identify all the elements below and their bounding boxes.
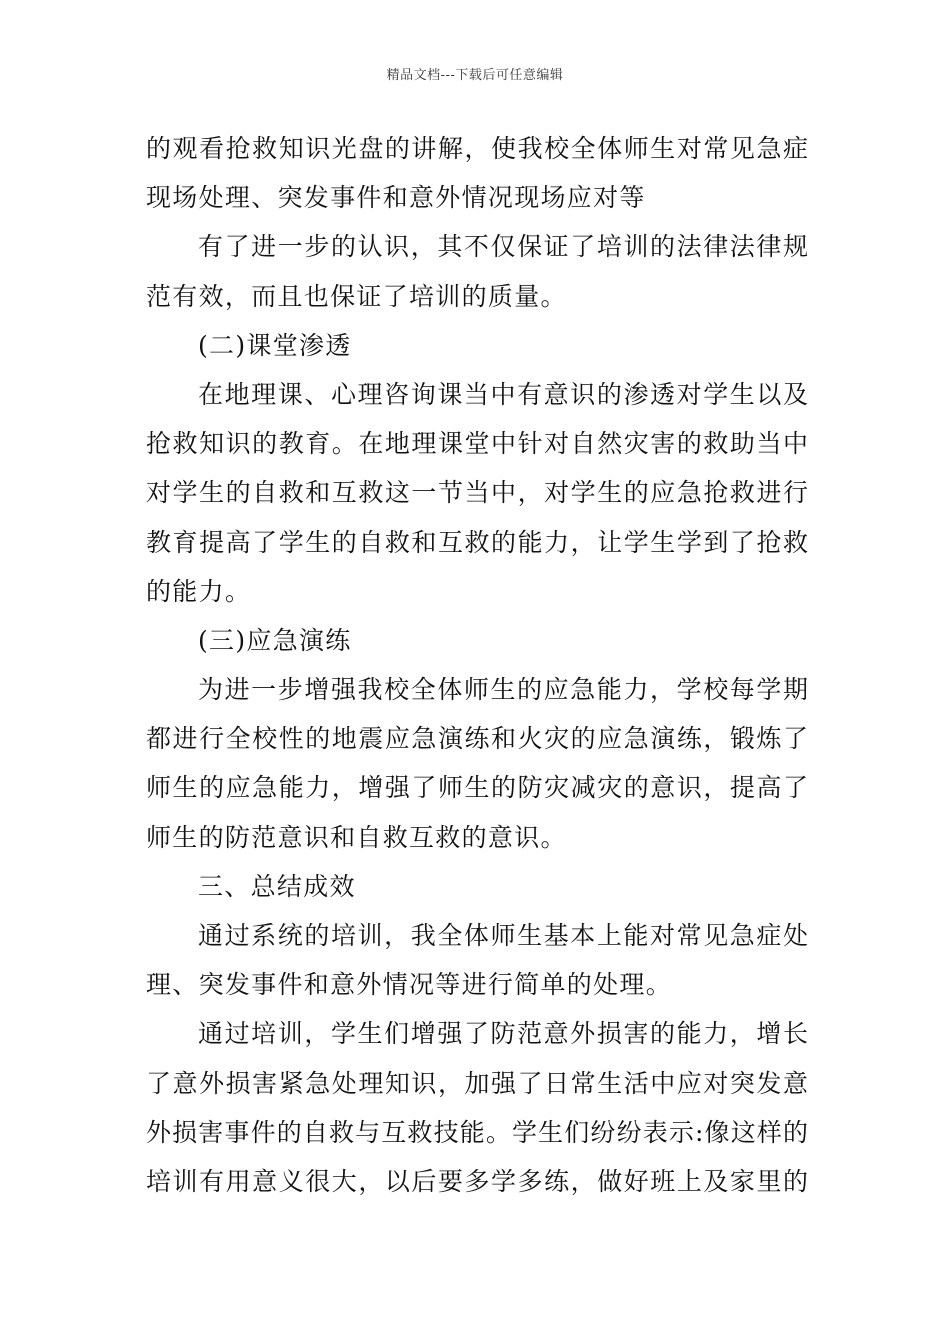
paragraph-first-line: 通过培训，学生们增强了防范意外损害的能力，增长 bbox=[198, 1019, 808, 1049]
paragraph-line: 现场处理、突发事件和意外情况现场应对等 bbox=[146, 183, 646, 213]
paragraph-line: 范有效，而且也保证了培训的质量。 bbox=[146, 281, 567, 311]
paragraph-line: 对学生的自救和互救这一节当中，对学生的应急抢救进行 bbox=[146, 478, 808, 508]
paragraph-line: 教育提高了学生的自救和互救的能力，让学生学到了抢救 bbox=[146, 527, 808, 557]
paragraph-line: 师生的应急能力，增强了师生的防灾减灾的意识，提高了 bbox=[146, 773, 808, 803]
paragraph-first-line: 通过系统的培训，我全体师生基本上能对常见急症处 bbox=[198, 921, 808, 950]
paragraph-first-line: 有了进一步的认识，其不仅保证了培训的法律法律规 bbox=[198, 232, 808, 262]
paragraph-line: 培训有用意义很大，以后要多学多练，做好班上及家里的 bbox=[146, 1166, 808, 1196]
paragraph-first-line: 在地理课、心理咨询课当中有意识的渗透对学生以及 bbox=[198, 379, 808, 409]
paragraph-line: 外损害事件的自救与互救技能。学生们纷纷表示:像这样的 bbox=[146, 1117, 808, 1147]
paragraph-line: 都进行全校性的地震应急演练和火灾的应急演练，锻炼了 bbox=[146, 724, 808, 754]
paragraph-line: 了意外损害紧急处理知识，加强了日常生活中应对突发意 bbox=[146, 1068, 808, 1098]
paragraph-line: 理、突发事件和意外情况等进行简单的处理。 bbox=[146, 970, 673, 1000]
paragraph-first-line: 三、总结成效 bbox=[198, 871, 356, 901]
paragraph-first-line: (二)课堂渗透 bbox=[198, 330, 352, 360]
page-header: 精品文档---下载后可任意编辑 bbox=[386, 68, 564, 83]
paragraph-line: 的观看抢救知识光盘的讲解，使我校全体师生对常见急症 bbox=[146, 134, 808, 163]
paragraph-line: 师生的防范意识和自救互救的意识。 bbox=[146, 822, 567, 852]
paragraph-line: 抢救知识的教育。在地理课堂中针对自然灾害的救助当中 bbox=[146, 429, 808, 459]
paragraph-line: 的能力。 bbox=[146, 576, 252, 606]
document-body bbox=[146, 124, 808, 1206]
paragraph-first-line: (三)应急演练 bbox=[198, 625, 352, 655]
paragraph-first-line: 为进一步增强我校全体师生的应急能力，学校每学期 bbox=[198, 675, 808, 705]
